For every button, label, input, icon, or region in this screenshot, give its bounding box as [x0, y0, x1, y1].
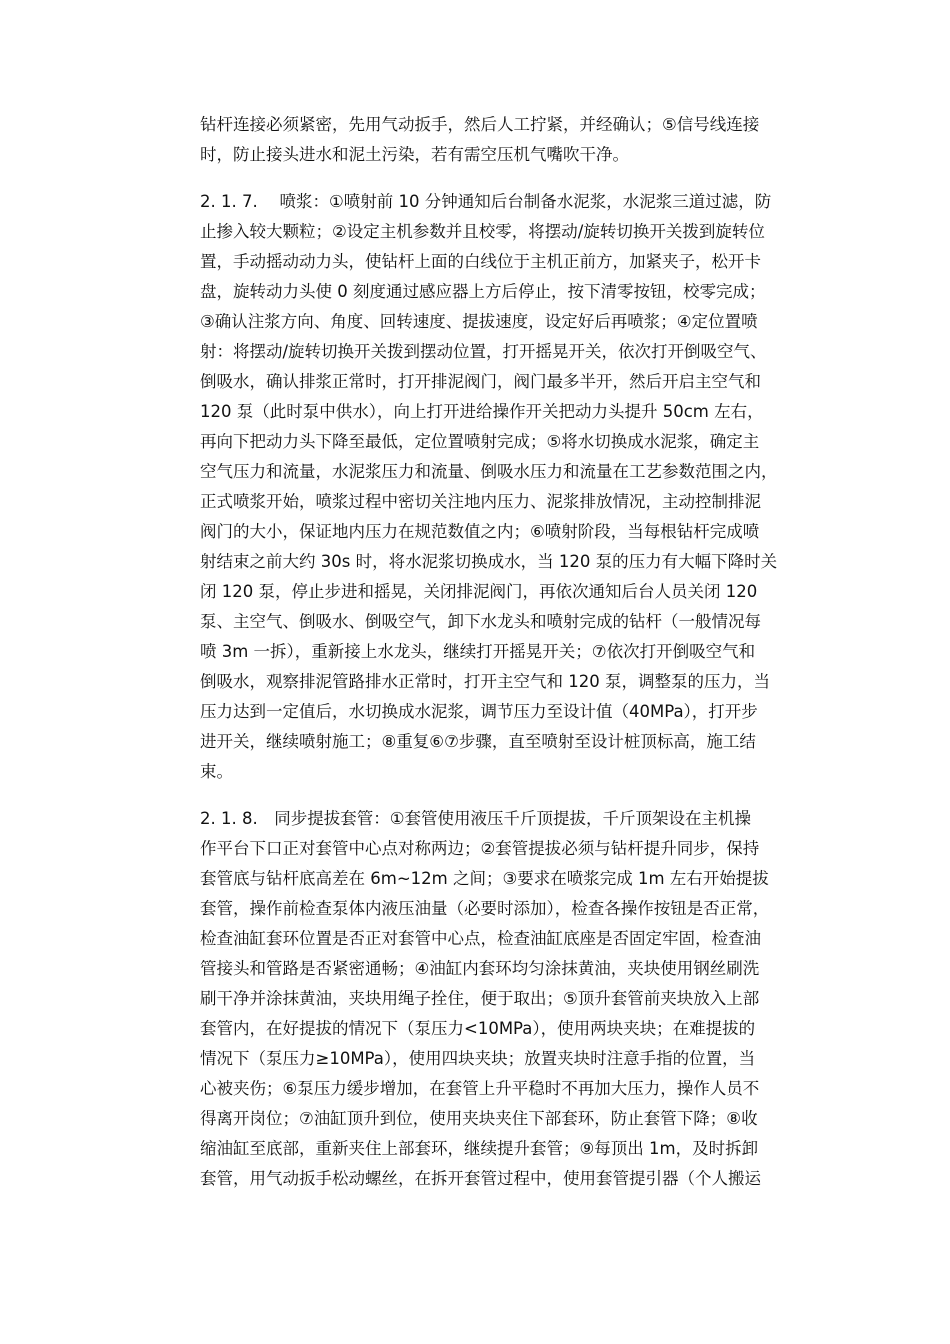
- text-line: 倒吸水，确认排浆正常时，打开排泥阀门，阀门最多半开，然后开启主空气和: [200, 372, 761, 391]
- text-line: 压力达到一定值后，水切换成水泥浆，调节压力至设计值（40MPa），打开步: [200, 702, 758, 721]
- section-heading-line: 2. 1. 8. 同步提拔套管：①套管使用液压千斤顶提拔，千斤顶架设在主机操: [200, 809, 752, 828]
- text-line: 置，手动摇动动力头，使钻杆上面的白线位于主机正前方，加紧夹子，松开卡: [200, 252, 761, 271]
- text-line: 止掺入较大颗粒；②设定主机参数并且校零，将摆动/旋转切换开关拨到旋转位: [200, 222, 765, 241]
- text-line: 管接头和管路是否紧密通畅；④油缸内套环均匀涂抹黄油，夹块使用钢丝刷洗: [200, 959, 760, 978]
- text-line: ③确认注浆方向、角度、回转速度、提拔速度，设定好后再喷浆；④定位置喷: [200, 312, 758, 331]
- text-line: 得离开岗位；⑦油缸顶升到位，使用夹块夹住下部套环，防止套管下降；⑧收: [200, 1109, 758, 1128]
- text-line: 阀门的大小，保证地内压力在规范数值之内；⑥喷射阶段，当每根钻杆完成喷: [200, 522, 760, 541]
- text-line: 闭 120 泵，停止步进和摇晃，关闭排泥阀门，再依次通知后台人员关闭 120: [200, 582, 758, 601]
- text-line: 泵、主空气、倒吸水、倒吸空气，卸下水龙头和喷射完成的钻杆（一般情况每: [200, 612, 761, 631]
- text-line: 套管，操作前检查泵体内液压油量（必要时添加），检查各操作按钮是否正常，: [200, 899, 770, 918]
- paragraph-rod-connection: [200, 110, 830, 170]
- section-heading-line: 2. 1. 7. 喷浆：①喷射前 10 分钟通知后台制备水泥浆，水泥浆三道过滤，防: [200, 192, 772, 211]
- text-line: 时，防止接头进水和泥土污染，若有需空压机气嘴吹干净。: [200, 145, 629, 164]
- text-line: 盘，旋转动力头使 0 刻度通过感应器上方后停止，按下清零按钮，校零完成；: [200, 282, 766, 301]
- text-line: 刷干净并涂抹黄油，夹块用绳子拴住，便于取出；⑤顶升套管前夹块放入上部: [200, 989, 760, 1008]
- text-line: 空气压力和流量，水泥浆压力和流量、倒吸水压力和流量在工艺参数范围之内，: [200, 462, 778, 481]
- text-line: 射结束之前大约 30s 时，将水泥浆切换成水，当 120 泵的压力有大幅下降时关: [200, 552, 778, 571]
- text-line: 套管底与钻杆底高差在 6m~12m 之间；③要求在喷浆完成 1m 左右开始提拔: [200, 869, 769, 888]
- text-line: 套管内，在好提拔的情况下（泵压力<10MPa），使用两块夹块；在难提拔的: [200, 1019, 756, 1038]
- text-line: 套管，用气动扳手松动螺丝，在拆开套管过程中，使用套管提引器（个人搬运: [200, 1169, 761, 1188]
- text-line: 120 泵（此时泵中供水），向上打开进给操作开关把动力头提升 50cm 左右，: [200, 402, 764, 421]
- text-line: 射：将摆动/旋转切换开关拨到摆动位置，打开摇晃开关，依次打开倒吸空气、: [200, 342, 767, 361]
- text-line: 正式喷浆开始，喷浆过程中密切关注地内压力、泥浆排放情况，主动控制排泥: [200, 492, 761, 511]
- text-line: 缩油缸至底部，重新夹住上部套环，继续提升套管；⑨每顶出 1m，及时拆卸: [200, 1139, 759, 1158]
- text-line: 再向下把动力头下降至最低，定位置喷射完成；⑤将水切换成水泥浆，确定主: [200, 432, 760, 451]
- document-page: [200, 110, 830, 1211]
- text-line: 情况下（泵压力≥10MPa），使用四块夹块；放置夹块时注意手指的位置，当: [200, 1049, 756, 1068]
- text-line: 束。: [200, 762, 233, 781]
- section-2-1-8-casing-extraction: [200, 804, 830, 1194]
- text-line: 倒吸水，观察排泥管路排水正常时，打开主空气和 120 泵，调整泵的压力，当: [200, 672, 770, 691]
- text-line: 作平台下口正对套管中心点对称两边；②套管提拔必须与钻杆提升同步，保持: [200, 839, 760, 858]
- text-line: 检查油缸套环位置是否正对套管中心点，检查油缸底座是否固定牢固，检查油: [200, 929, 761, 948]
- text-line: 喷 3m 一拆），重新接上水龙头，继续打开摇晃开关；⑦依次打开倒吸空气和: [200, 642, 756, 661]
- text-line: 心被夹伤；⑥泵压力缓步增加，在套管上升平稳时不再加大压力，操作人员不: [200, 1079, 760, 1098]
- text-line: 进开关，继续喷射施工；⑧重复⑥⑦步骤，直至喷射至设计桩顶标高，施工结: [200, 732, 756, 751]
- text-line: 钻杆连接必须紧密，先用气动扳手，然后人工拧紧，并经确认；⑤信号线连接: [200, 115, 760, 134]
- section-2-1-7-grouting: [200, 187, 830, 787]
